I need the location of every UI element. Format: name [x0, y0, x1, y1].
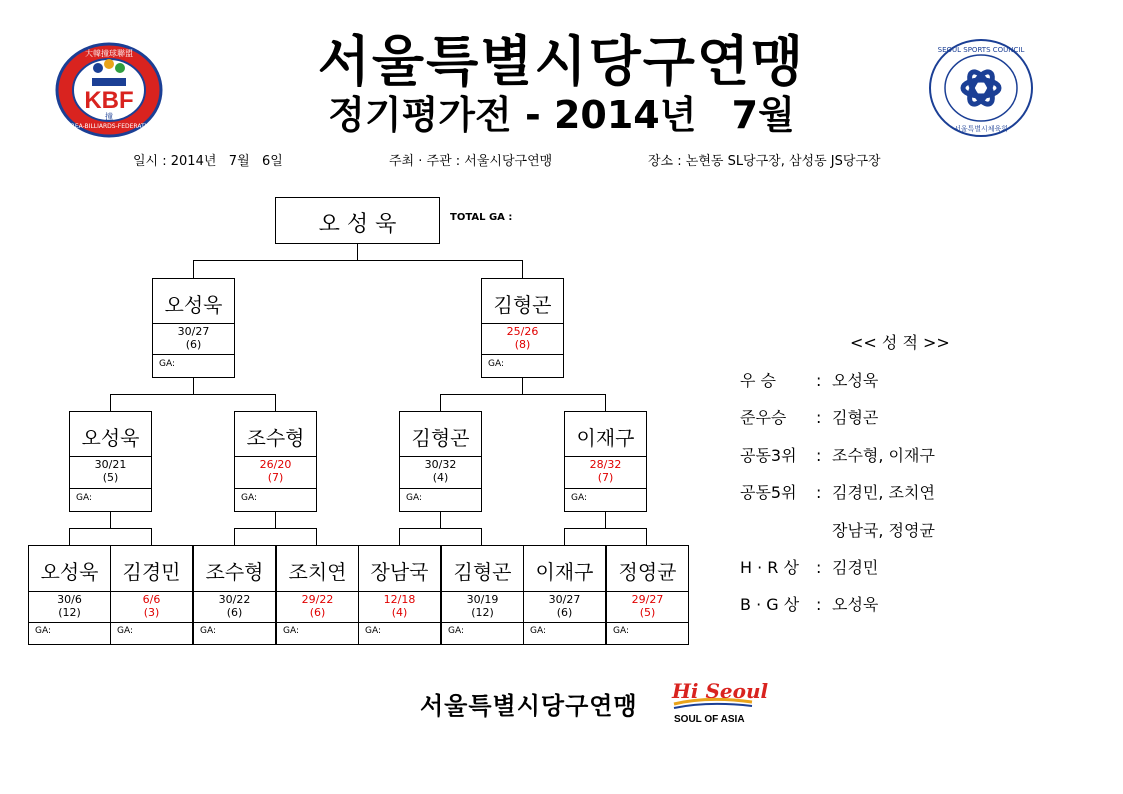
player-name: 오성욱 [40, 560, 99, 584]
innings-value: (6) [185, 338, 202, 351]
semifinal-player-box [234, 411, 317, 512]
player-name: 이재구 [576, 426, 635, 450]
player-name: 장남국 [370, 560, 429, 584]
bracket-connector-line [234, 528, 235, 545]
score-value: 28/32 [589, 458, 622, 471]
result-label: 준우승 [740, 408, 787, 427]
bracket-connector-line [440, 512, 441, 529]
bracket-connector-line [110, 394, 276, 395]
ga-label: GA: [241, 493, 258, 503]
hi-seoul-logo [668, 668, 769, 726]
player-score [442, 591, 523, 623]
svg-text:SEOUL SPORTS COUNCIL: SEOUL SPORTS COUNCIL [937, 46, 1025, 54]
player-score [194, 591, 275, 623]
innings-value: (4) [432, 471, 449, 484]
event-date: 일시 : 2014년 7월 6일 [133, 154, 283, 169]
bracket-connector-line [399, 528, 482, 529]
player-name: 이재구 [535, 560, 594, 584]
bracket-connector-line [110, 512, 111, 529]
champion-name: 오 성 욱 [318, 212, 397, 237]
result-value: 조수형, 이재구 [832, 446, 935, 465]
innings-value: (4) [391, 606, 408, 619]
player-score [607, 591, 688, 623]
semifinal-player-box [564, 411, 647, 512]
champion-box [275, 197, 440, 244]
score-value: 6/6 [142, 593, 161, 606]
player-score [29, 591, 110, 623]
result-row-third: 공동3위 : 조수형, 이재구 [740, 443, 935, 466]
ga-label: GA: [35, 626, 52, 636]
bracket-connector-line [110, 394, 111, 411]
final-player-box [481, 278, 564, 378]
ga-label: GA: [365, 626, 382, 636]
player-name: 김형곤 [453, 560, 512, 584]
svg-text:大韓撞球聯盟: 大韓撞球聯盟 [85, 49, 133, 58]
svg-text:서울특별시체육회: 서울특별시체육회 [953, 125, 1009, 133]
result-value: 김경민 [832, 558, 879, 577]
quarterfinal-player-box [441, 545, 524, 645]
score-value: 25/26 [506, 325, 539, 338]
bracket-connector-line [69, 528, 70, 545]
player-name: 조수형 [205, 560, 264, 584]
player-score [111, 591, 192, 623]
innings-value: (6) [309, 606, 326, 619]
result-value: 오성욱 [832, 595, 879, 614]
score-value: 30/27 [177, 325, 210, 338]
result-row-runner-up: 준우승 : 김형곤 [740, 405, 878, 428]
player-name: 김경민 [122, 560, 181, 584]
final-player-box [152, 278, 235, 378]
bracket-connector-line [399, 528, 400, 545]
result-value: 김형곤 [832, 408, 879, 427]
bracket-connector-line [646, 528, 647, 545]
result-row-fifth-cont [740, 518, 935, 541]
ga-label: GA: [571, 493, 588, 503]
innings-value: (12) [58, 606, 81, 619]
hi-seoul-logo-icon [668, 668, 769, 726]
quarterfinal-player-box [606, 545, 689, 645]
quarterfinal-player-box [523, 545, 606, 645]
score-value: 30/21 [94, 458, 127, 471]
ga-label: GA: [530, 626, 547, 636]
player-score [359, 591, 440, 623]
score-value: 30/32 [424, 458, 457, 471]
ga-label: GA: [283, 626, 300, 636]
bracket-connector-line [275, 512, 276, 529]
ga-label: GA: [76, 493, 93, 503]
score-value: 29/22 [301, 593, 334, 606]
svg-text:KBF: KBF [84, 87, 134, 114]
ga-label: GA: [613, 626, 630, 636]
ga-label: GA: [406, 493, 423, 503]
bracket-connector-line [440, 394, 606, 395]
bracket-connector-line [193, 378, 194, 395]
innings-value: (12) [471, 606, 494, 619]
innings-value: (8) [514, 338, 531, 351]
result-label: B · G 상 [740, 595, 800, 614]
player-name: 김형곤 [493, 293, 552, 317]
player-name: 조수형 [246, 426, 305, 450]
page-title: 서울특별시당구연맹 [317, 30, 806, 93]
ga-label: GA: [488, 359, 505, 369]
ga-label: GA: [200, 626, 217, 636]
ga-label: GA: [117, 626, 134, 636]
bracket-connector-line [605, 394, 606, 411]
svg-text:撞: 撞 [105, 112, 113, 121]
result-value: 오성욱 [832, 371, 879, 390]
innings-value: (6) [556, 606, 573, 619]
footer-org-name: 서울특별시당구연맹 [420, 692, 638, 720]
bracket-connector-line [69, 528, 152, 529]
player-score [277, 591, 358, 623]
page-subtitle [0, 92, 1123, 138]
player-score [153, 323, 234, 355]
subtitle-year: 2014년 [553, 93, 697, 137]
bracket-connector-line [564, 528, 565, 545]
bracket-connector-line [193, 260, 523, 261]
bracket-connector-line [357, 244, 358, 261]
result-row-bg-award: B · G 상 : 오성욱 [740, 592, 878, 615]
result-label: 공동5위 [740, 483, 797, 502]
event-host: 주최 · 주관 : 서울시당구연맹 [389, 154, 553, 169]
result-label: 공동3위 [740, 446, 797, 465]
innings-value: (6) [226, 606, 243, 619]
quarterfinal-player-box [193, 545, 276, 645]
innings-value: (3) [143, 606, 160, 619]
bracket-connector-line [193, 260, 194, 278]
player-score [524, 591, 605, 623]
bracket-connector-line [440, 394, 441, 411]
score-value: 30/22 [218, 593, 251, 606]
event-venue: 장소 : 논현동 SL당구장, 삼성동 JS당구장 [648, 154, 881, 169]
bracket-connector-line [316, 528, 317, 545]
bracket-connector-line [151, 528, 152, 545]
semifinal-player-box [399, 411, 482, 512]
subtitle-prefix: 정기평가전 - [328, 93, 541, 137]
score-value: 12/18 [383, 593, 416, 606]
subtitle-month: 7월 [731, 93, 795, 137]
player-name: 김형곤 [411, 426, 470, 450]
score-value: 30/6 [57, 593, 82, 606]
bracket-connector-line [481, 528, 482, 545]
svg-text:SOUL OF ASIA: SOUL OF ASIA [674, 714, 745, 725]
result-row-hr-award: H · R 상 : 김경민 [740, 555, 878, 578]
player-score [70, 456, 151, 489]
player-score [482, 323, 563, 355]
bracket-connector-line [605, 512, 606, 529]
innings-value: (7) [597, 471, 614, 484]
result-row-fifth: 공동5위 : 김경민, 조치연 [740, 480, 935, 503]
bracket-connector-line [275, 394, 276, 411]
results-heading: << 성 적 >> [850, 333, 950, 352]
result-row-champion: 우 승 : 오성욱 [740, 368, 878, 391]
bracket-connector-line [522, 260, 523, 278]
innings-value: (7) [267, 471, 284, 484]
player-score [235, 456, 316, 489]
result-label: H · R 상 [740, 558, 799, 577]
score-value: 29/27 [631, 593, 664, 606]
bracket-connector-line [522, 378, 523, 395]
quarterfinal-player-box [28, 545, 111, 645]
score-value: 30/27 [548, 593, 581, 606]
quarterfinal-player-box [358, 545, 441, 645]
score-value: 30/19 [466, 593, 499, 606]
svg-text:Hi Seoul: Hi Seoul [672, 679, 769, 703]
total-ga-label: TOTAL GA : [450, 212, 513, 223]
bracket-connector-line [564, 528, 647, 529]
player-name: 오성욱 [164, 293, 223, 317]
quarterfinal-player-box [110, 545, 193, 645]
innings-value: (5) [639, 606, 656, 619]
player-score [400, 456, 481, 489]
score-value: 26/20 [259, 458, 292, 471]
svg-text:KOREA-BILLIARDS-FEDERATION: KOREA-BILLIARDS-FEDERATION [62, 123, 156, 130]
semifinal-player-box [69, 411, 152, 512]
quarterfinal-player-box [276, 545, 359, 645]
player-name: 정영균 [618, 560, 677, 584]
bracket-connector-line [234, 528, 317, 529]
result-value: 장남국, 정영균 [832, 521, 935, 540]
innings-value: (5) [102, 471, 119, 484]
player-score [565, 456, 646, 489]
player-name: 조치연 [288, 560, 347, 584]
player-name: 오성욱 [81, 426, 140, 450]
ga-label: GA: [159, 359, 176, 369]
ga-label: GA: [448, 626, 465, 636]
result-label: 우 승 [740, 371, 776, 390]
result-value: 김경민, 조치연 [832, 483, 935, 502]
